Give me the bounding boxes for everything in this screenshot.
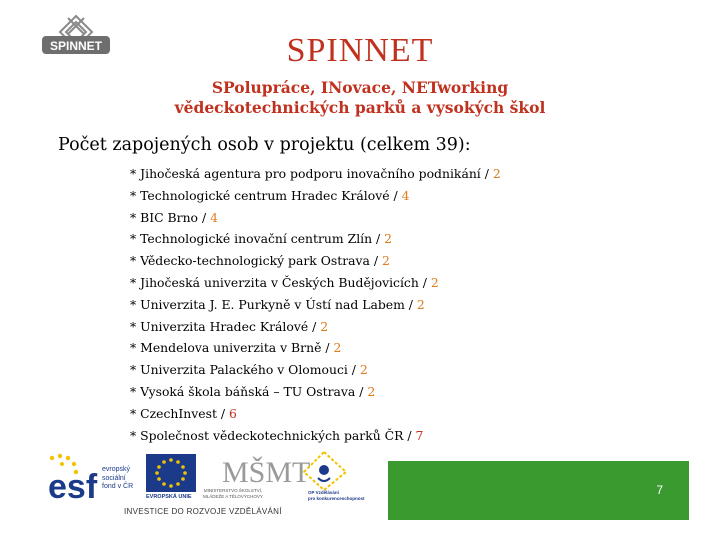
esf-caption: evropský sociální fond v ČR (102, 466, 134, 490)
list-item: * Jihočeská univerzita v Českých Budějovicích / 2 (130, 274, 439, 290)
list-item: * Univerzita Hradec Králové / 2 (130, 318, 329, 334)
list-item: * Mendelova univerzita v Brně / 2 (130, 340, 342, 356)
logo-text: SPINNET (49, 39, 103, 53)
list-item: * Společnost vědeckotechnických parků ČR / 7 (130, 427, 424, 443)
investment-caption: INVESTICE DO ROZVOJE VZDĚLÁVÁNÍ (124, 507, 282, 516)
subtitle-line-2: vědeckotechnických parků a vysokých škol (174, 98, 546, 117)
page-subtitle (0, 78, 720, 118)
msmt-caption: MINISTERSTVO ŠKOLSTVÍ, MLÁDEŽE A TĚLOVÝCHOVY (203, 488, 263, 499)
subtitle-line-1: SPolupráce, INovace, NETworking (211, 78, 509, 97)
list-item: * Vysoká škola báňská – TU Ostrava / 2 (130, 383, 376, 399)
footer-green-bar (388, 461, 689, 520)
eu-caption: EVROPSKÁ UNIE (146, 494, 192, 500)
list-item: * CzechInvest / 6 (130, 405, 237, 421)
list-item: * Vědecko-technologický park Ostrava / 2 (130, 253, 390, 269)
list-item: * Univerzita Palackého v Olomouci / 2 (130, 362, 368, 378)
list-item: * Jihočeská agentura pro podporu inovačního podnikání / 2 (130, 166, 501, 181)
esf-logo-icon (48, 454, 98, 506)
op-caption: OP Vzdělávání pro konkurenceschopnost (308, 490, 365, 501)
msmt-logo-icon (222, 456, 310, 489)
eu-flag-icon (146, 454, 196, 492)
list-item: * Technologické inovační centrum Zlín / 2 (130, 231, 393, 247)
list-item: * Technologické centrum Hradec Králové / 4 (130, 187, 410, 203)
participants-heading: Počet zapojených osob v projektu (celkem 39): (58, 135, 471, 155)
msmt-logo-text: MŠMT (222, 456, 311, 489)
page-title: SPINNET (286, 32, 434, 69)
participants-list (130, 163, 501, 446)
page-number: 7 (656, 483, 663, 497)
esf-logo-text: esf (48, 468, 98, 506)
list-item: * Univerzita J. E. Purkyně v Ústí nad Labem / 2 (130, 296, 425, 312)
list-item: * BIC Brno / 4 (130, 209, 218, 225)
